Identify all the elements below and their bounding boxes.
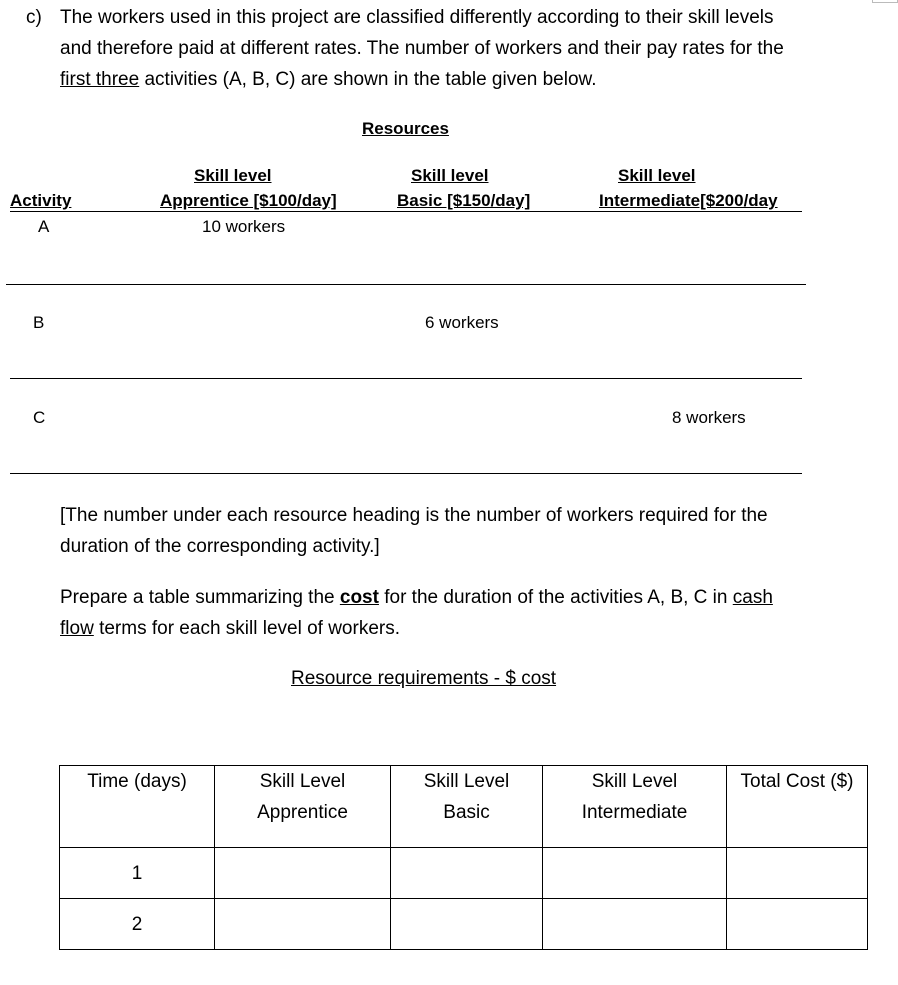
table-row — [60, 848, 868, 899]
activity-header: Activity — [10, 191, 72, 210]
day-2-apprentice-cell[interactable] — [215, 899, 391, 950]
day-1-basic-cell[interactable] — [391, 848, 543, 899]
day-2-total-cell[interactable] — [727, 899, 868, 950]
question-label: c) — [26, 7, 42, 28]
first-three-emphasis: first three — [60, 69, 140, 90]
table-row — [60, 899, 868, 950]
activity-b-basic-workers: 6 workers — [425, 313, 499, 332]
basic-rate-header: Basic [$150/day] — [397, 191, 531, 210]
basic-skill-label: Skill level — [411, 166, 489, 185]
apprentice-header: Skill Level Apprentice — [215, 766, 391, 848]
row-c-rule — [10, 473, 802, 474]
total-cost-header: Total Cost ($) — [727, 766, 868, 848]
day-1-cell: 1 — [60, 848, 215, 899]
day-1-apprentice-cell[interactable] — [215, 848, 391, 899]
row-a-rule — [6, 284, 806, 285]
intermediate-skill-label: Skill level — [618, 166, 696, 185]
day-2-intermediate-cell[interactable] — [543, 899, 727, 950]
day-2-cell: 2 — [60, 899, 215, 950]
instruction-line-1 — [60, 582, 773, 613]
apprentice-skill-label: Skill level — [194, 166, 272, 185]
question-line-2: and therefore paid at different rates. The number of workers and their pay rates for the — [60, 38, 784, 59]
intermediate-header: Skill Level Intermediate — [543, 766, 727, 848]
activity-c-intermediate-workers: 8 workers — [672, 408, 746, 427]
time-days-header: Time (days) — [60, 766, 215, 848]
row-b-rule — [10, 378, 802, 379]
activity-a-label: A — [38, 217, 50, 236]
day-2-basic-cell[interactable] — [391, 899, 543, 950]
page-corner-mark — [872, 0, 898, 3]
instruction-text-b: for the duration of the activities A, B, C in — [378, 587, 733, 608]
activity-c-label: C — [33, 408, 46, 427]
apprentice-rate-header: Apprentice [$100/day] — [160, 191, 337, 210]
cash-emphasis: cash — [732, 587, 773, 608]
header-rule — [10, 211, 802, 212]
activity-a-apprentice-workers: 10 workers — [202, 217, 286, 236]
note-line-1: [The number under each resource heading is the number of workers required for the — [60, 505, 768, 526]
flow-emphasis: flow — [60, 618, 94, 639]
activity-b-label: B — [33, 313, 45, 332]
instruction-text-a: Prepare a table summarizing the — [60, 587, 340, 608]
intermediate-rate-header: Intermediate[$200/day — [599, 191, 778, 210]
note-line-2: duration of the corresponding activity.] — [60, 536, 380, 557]
instruction-text-c: terms for each skill level of workers. — [93, 618, 400, 639]
cost-table — [59, 765, 868, 950]
day-1-intermediate-cell[interactable] — [543, 848, 727, 899]
instruction-line-2 — [60, 613, 400, 644]
cost-emphasis: cost — [339, 587, 379, 608]
question-line-1: The workers used in this project are classified differently according to their skill levels — [60, 7, 774, 28]
day-1-total-cell[interactable] — [727, 848, 868, 899]
question-line-3-rest: activities (A, B, C) are shown in the table given below. — [139, 69, 597, 90]
question-line-3 — [60, 64, 596, 95]
basic-header: Skill Level Basic — [391, 766, 543, 848]
cost-table-header-row — [60, 766, 868, 848]
resources-title: Resources — [362, 119, 449, 138]
cost-table-title: Resource requirements - $ cost — [291, 668, 557, 689]
